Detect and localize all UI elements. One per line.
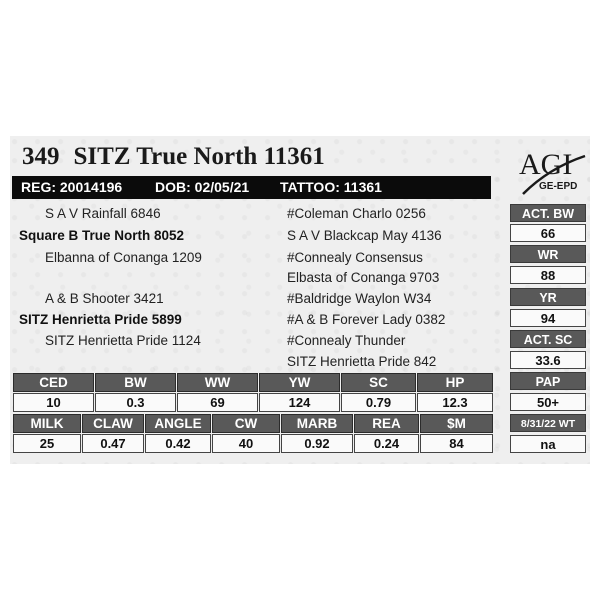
epd-header-m-dollar: $M — [420, 414, 493, 433]
epd-header-cw: CW — [212, 414, 280, 433]
pedigree-sire-dam: Elbanna of Conanga 1209 — [45, 250, 202, 265]
epd-header-sc: SC — [341, 373, 416, 392]
pedigree-right-3: #Connealy Consensus — [287, 250, 423, 265]
epd-header-bw: BW — [95, 373, 176, 392]
epd-value-rea: 0.24 — [354, 434, 419, 453]
pedigree-right-5: #Baldridge Waylon W34 — [287, 291, 432, 306]
registration-bar — [12, 176, 491, 199]
logo-brand: AGI — [519, 148, 573, 181]
epd-header-yw: YW — [259, 373, 340, 392]
side-label-pap: PAP — [510, 372, 586, 390]
registration-number: REG: 20014196 — [21, 179, 123, 195]
epd-header-milk: MILK — [13, 414, 81, 433]
date-of-birth: DOB: 02/05/21 — [155, 179, 250, 195]
epd-value-angle: 0.42 — [145, 434, 211, 453]
side-value-pap: 50+ — [510, 393, 586, 411]
pedigree-right-1: #Coleman Charlo 0256 — [287, 206, 426, 221]
epd-value-m-dollar: 84 — [420, 434, 493, 453]
pedigree-sire: Square B True North 8052 — [19, 228, 185, 243]
lot-title — [22, 143, 325, 171]
side-label-wr: WR — [510, 245, 586, 263]
animal-name: SITZ True North 11361 — [73, 143, 325, 170]
pedigree-right-4: Elbasta of Conanga 9703 — [287, 270, 440, 285]
epd-value-marb: 0.92 — [281, 434, 353, 453]
side-value-weight: na — [510, 435, 586, 453]
agi-logo — [513, 150, 589, 200]
side-label-act-sc: ACT. SC — [510, 330, 586, 348]
epd-value-cw: 40 — [212, 434, 280, 453]
pedigree-dam-sire: A & B Shooter 3421 — [45, 291, 164, 306]
epd-header-marb: MARB — [281, 414, 353, 433]
pedigree-right-6: #A & B Forever Lady 0382 — [287, 312, 446, 327]
epd-header-ced: CED — [13, 373, 94, 392]
epd-header-angle: ANGLE — [145, 414, 211, 433]
tattoo: TATTOO: 11361 — [280, 179, 382, 195]
pedigree-dam-dam: SITZ Henrietta Pride 1124 — [45, 333, 201, 348]
epd-value-claw: 0.47 — [82, 434, 144, 453]
side-label-yr: YR — [510, 288, 586, 306]
side-value-yr: 94 — [510, 309, 586, 327]
epd-value-hp: 12.3 — [417, 393, 493, 412]
epd-header-ww: WW — [177, 373, 258, 392]
side-label-weight-date: 8/31/22 WT — [510, 414, 586, 432]
epd-header-rea: REA — [354, 414, 419, 433]
epd-header-claw: CLAW — [82, 414, 144, 433]
pedigree-dam: SITZ Henrietta Pride 5899 — [19, 312, 182, 327]
epd-value-sc: 0.79 — [341, 393, 416, 412]
pedigree-right-2: S A V Blackcap May 4136 — [287, 228, 442, 243]
side-label-act-bw: ACT. BW — [510, 204, 586, 222]
epd-value-bw: 0.3 — [95, 393, 176, 412]
epd-value-ww: 69 — [177, 393, 258, 412]
pedigree-right-8: SITZ Henrietta Pride 842 — [287, 354, 437, 369]
epd-header-hp: HP — [417, 373, 493, 392]
epd-value-ced: 10 — [13, 393, 94, 412]
lot-number: 349 — [22, 143, 60, 170]
epd-value-yw: 124 — [259, 393, 340, 412]
pedigree-sire-sire: S A V Rainfall 6846 — [45, 206, 161, 221]
side-value-wr: 88 — [510, 266, 586, 284]
side-value-act-bw: 66 — [510, 224, 586, 242]
side-value-act-sc: 33.6 — [510, 351, 586, 369]
epd-value-milk: 25 — [13, 434, 81, 453]
logo-sub: GE-EPD — [539, 181, 578, 192]
pedigree-right-7: #Connealy Thunder — [287, 333, 406, 348]
